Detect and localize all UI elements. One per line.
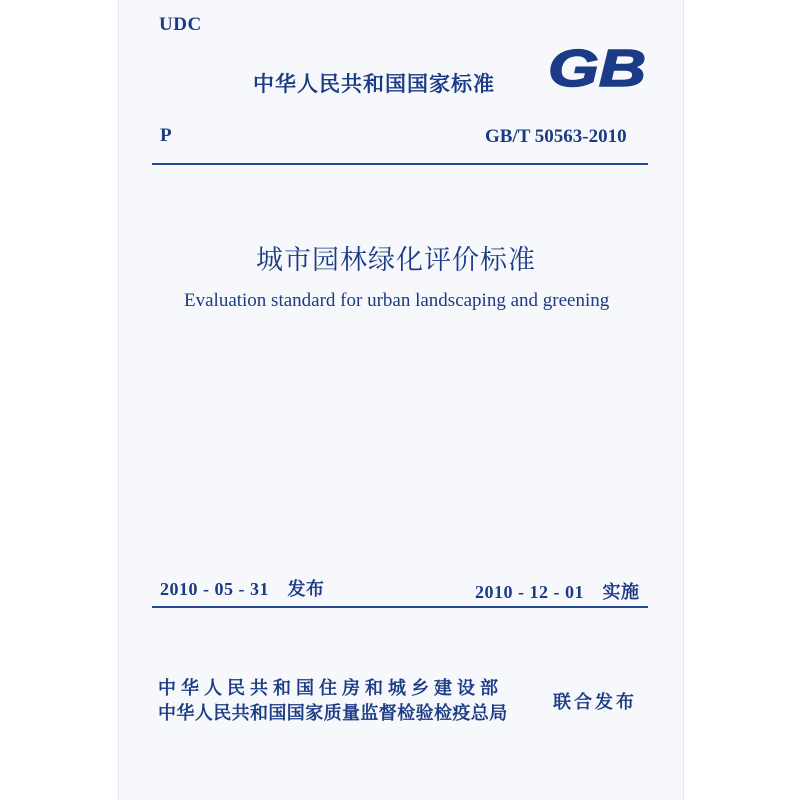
implementation-date: 2010 - 12 - 01 实施 — [475, 582, 640, 602]
title-english: Evaluation standard for urban landscaping and greening — [184, 290, 610, 311]
issuer-ministry: 中华人民共和国住房和城乡建设部 — [158, 678, 503, 699]
udc-label: UDC — [159, 14, 202, 35]
national-standard-heading: 中华人民共和国国家标准 — [253, 72, 495, 96]
top-divider — [152, 163, 648, 165]
bottom-divider — [152, 606, 648, 608]
category-code: P — [160, 125, 172, 146]
issue-date: 2010 - 05 - 31 发布 — [160, 579, 325, 599]
joint-release-label: 联合发布 — [553, 692, 637, 713]
gb-logo-icon — [546, 42, 648, 92]
svg-text:GB: GB — [548, 42, 646, 92]
issuer-aqsiq: 中华人民共和国国家质量监督检验检疫总局 — [158, 703, 508, 724]
title-chinese: 城市园林绿化评价标准 — [256, 245, 536, 275]
standard-number: GB/T 50563-2010 — [485, 126, 627, 147]
